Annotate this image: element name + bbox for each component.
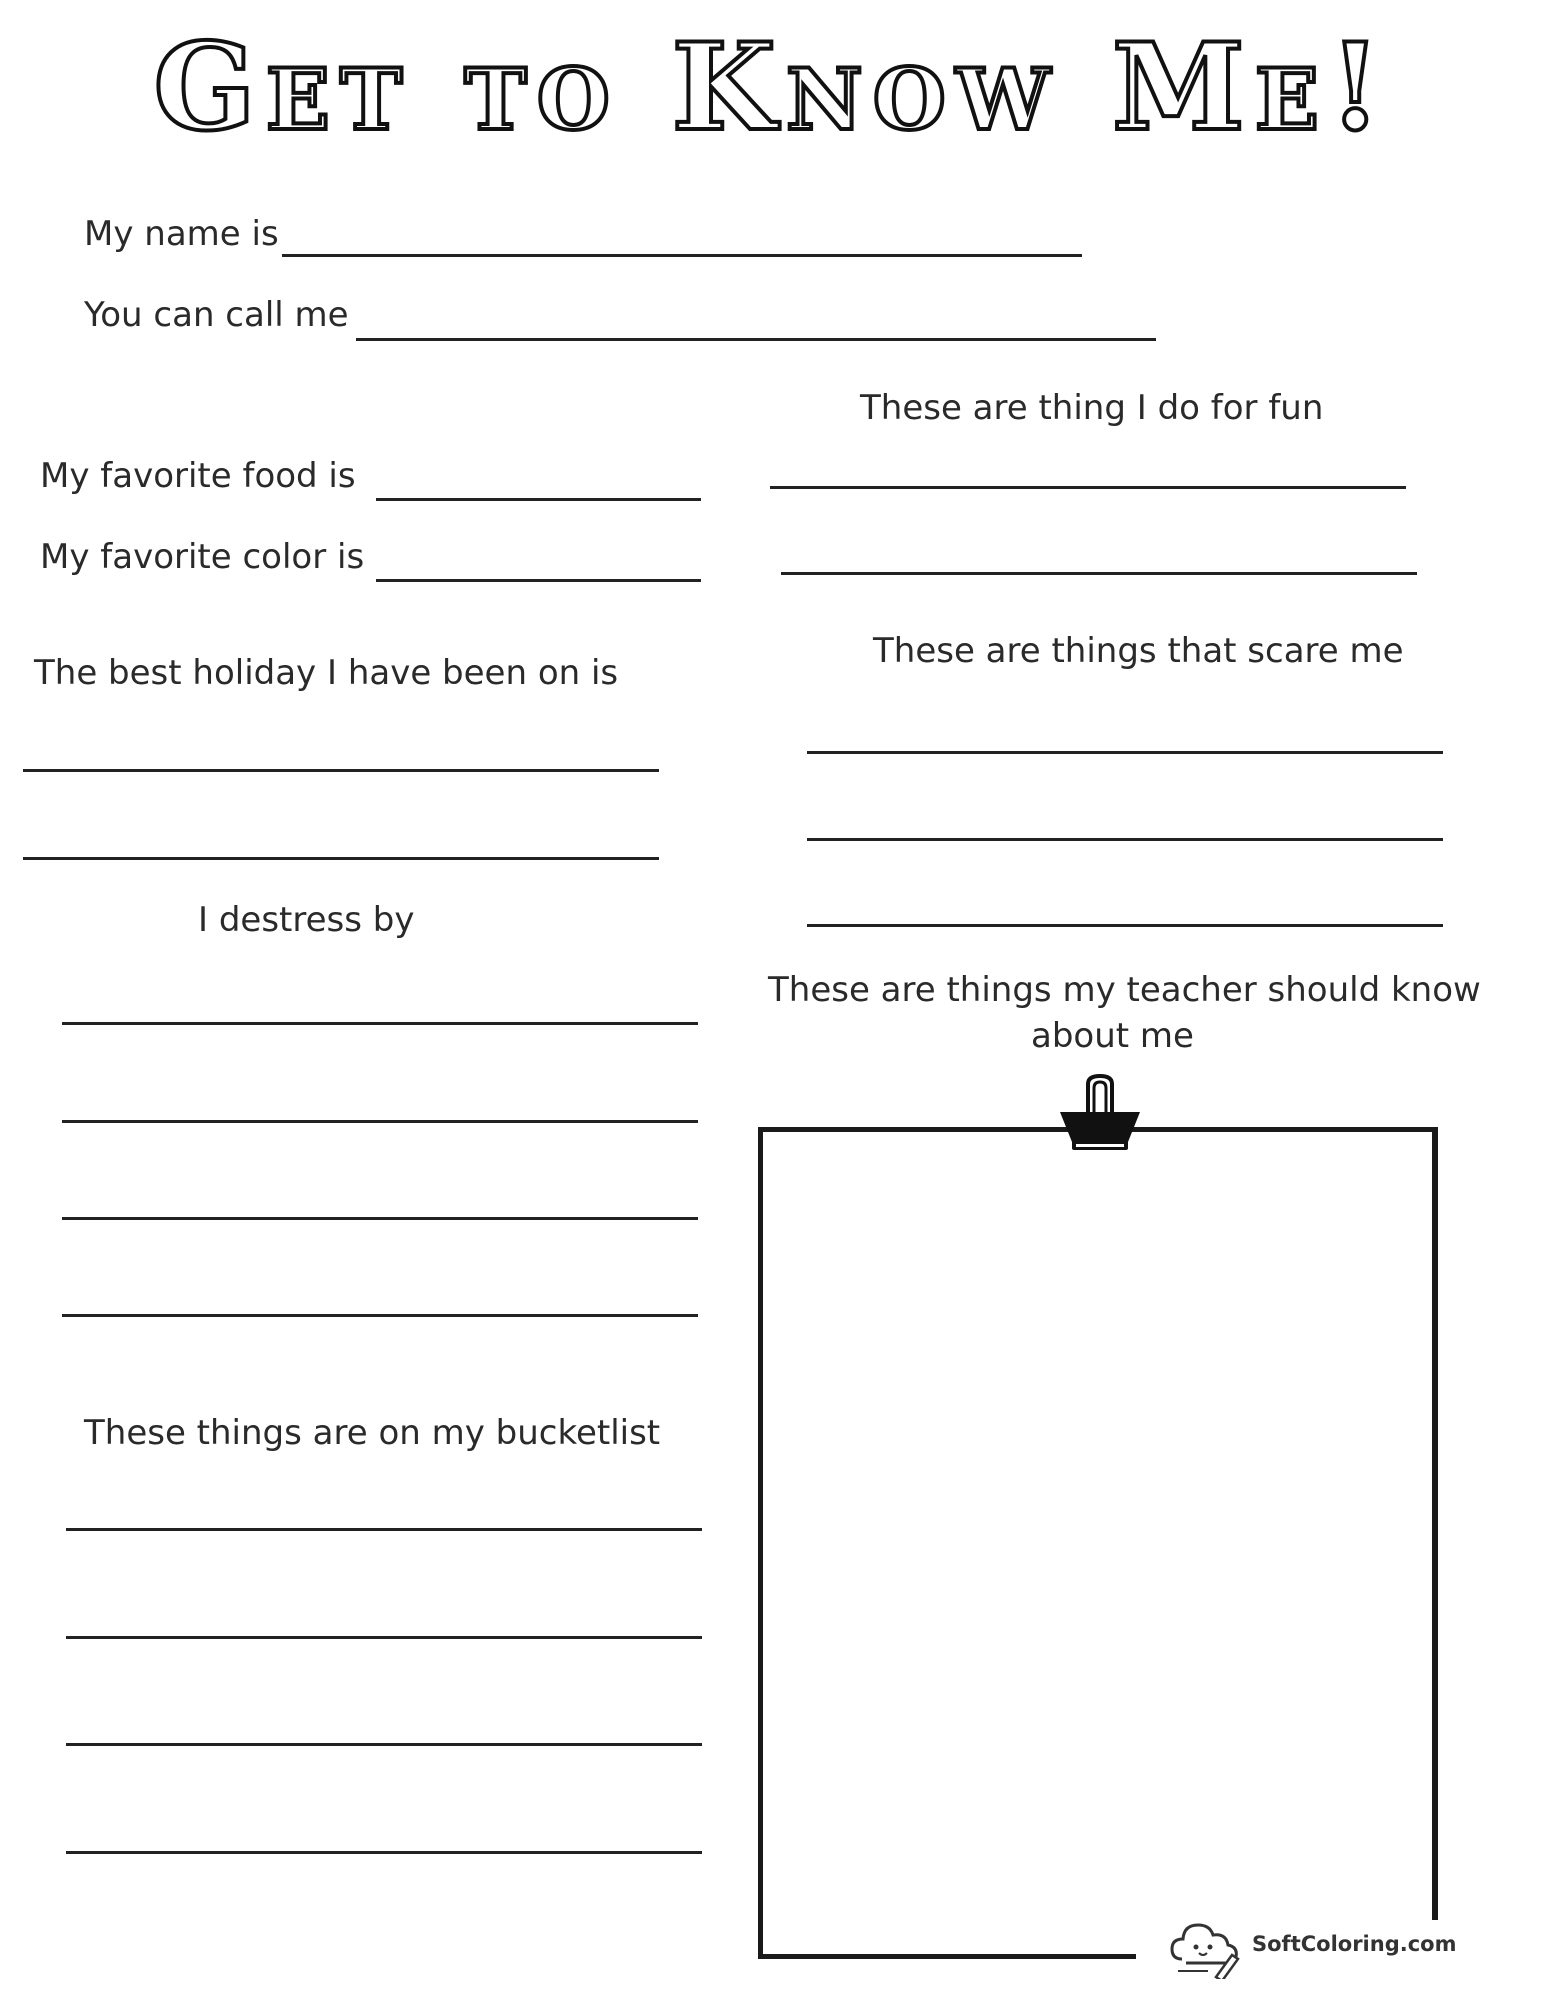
- name-answer-line[interactable]: [282, 254, 1082, 257]
- call-me-answer-line[interactable]: [356, 338, 1156, 341]
- destress-answer-line-2[interactable]: [62, 1120, 698, 1123]
- holiday-answer-line-1[interactable]: [23, 769, 659, 772]
- teacher-note-label-line2: about me: [1031, 1016, 1194, 1056]
- call-me-label: You can call me: [84, 295, 349, 335]
- favorite-food-label: My favorite food is: [40, 456, 356, 496]
- favorite-color-label: My favorite color is: [40, 537, 365, 577]
- bucketlist-label: These things are on my bucketlist: [84, 1413, 661, 1453]
- fun-things-label: These are thing I do for fun: [860, 388, 1324, 428]
- teacher-note-box-bottom-edge: [758, 1954, 1136, 1959]
- scare-answer-line-1[interactable]: [807, 751, 1443, 754]
- bucketlist-answer-line-3[interactable]: [66, 1743, 702, 1746]
- bucketlist-answer-line-2[interactable]: [66, 1636, 702, 1639]
- destress-answer-line-4[interactable]: [62, 1314, 698, 1317]
- destress-answer-line-3[interactable]: [62, 1217, 698, 1220]
- favorite-color-answer-line[interactable]: [376, 579, 701, 582]
- bucketlist-answer-line-4[interactable]: [66, 1851, 702, 1854]
- page-title: Get to Know Me!: [153, 17, 1392, 158]
- destress-label: I destress by: [198, 900, 415, 940]
- scare-answer-line-2[interactable]: [807, 838, 1443, 841]
- teacher-note-label-line1: These are things my teacher should know: [768, 970, 1481, 1010]
- fun-answer-line-2[interactable]: [781, 572, 1417, 575]
- binder-clip-icon: [1058, 1070, 1142, 1154]
- teacher-note-box[interactable]: [758, 1127, 1438, 1959]
- cloud-pencil-icon: [1168, 1915, 1244, 1979]
- bucketlist-answer-line-1[interactable]: [66, 1528, 702, 1531]
- holiday-answer-line-2[interactable]: [23, 857, 659, 860]
- fun-answer-line-1[interactable]: [770, 486, 1406, 489]
- scare-label: These are things that scare me: [873, 631, 1404, 671]
- destress-answer-line-1[interactable]: [62, 1022, 698, 1025]
- best-holiday-label: The best holiday I have been on is: [34, 653, 619, 693]
- scare-answer-line-3[interactable]: [807, 924, 1443, 927]
- footer-brand: SoftColoring.com: [1252, 1932, 1457, 1956]
- favorite-food-answer-line[interactable]: [376, 498, 701, 501]
- name-label: My name is: [84, 214, 279, 254]
